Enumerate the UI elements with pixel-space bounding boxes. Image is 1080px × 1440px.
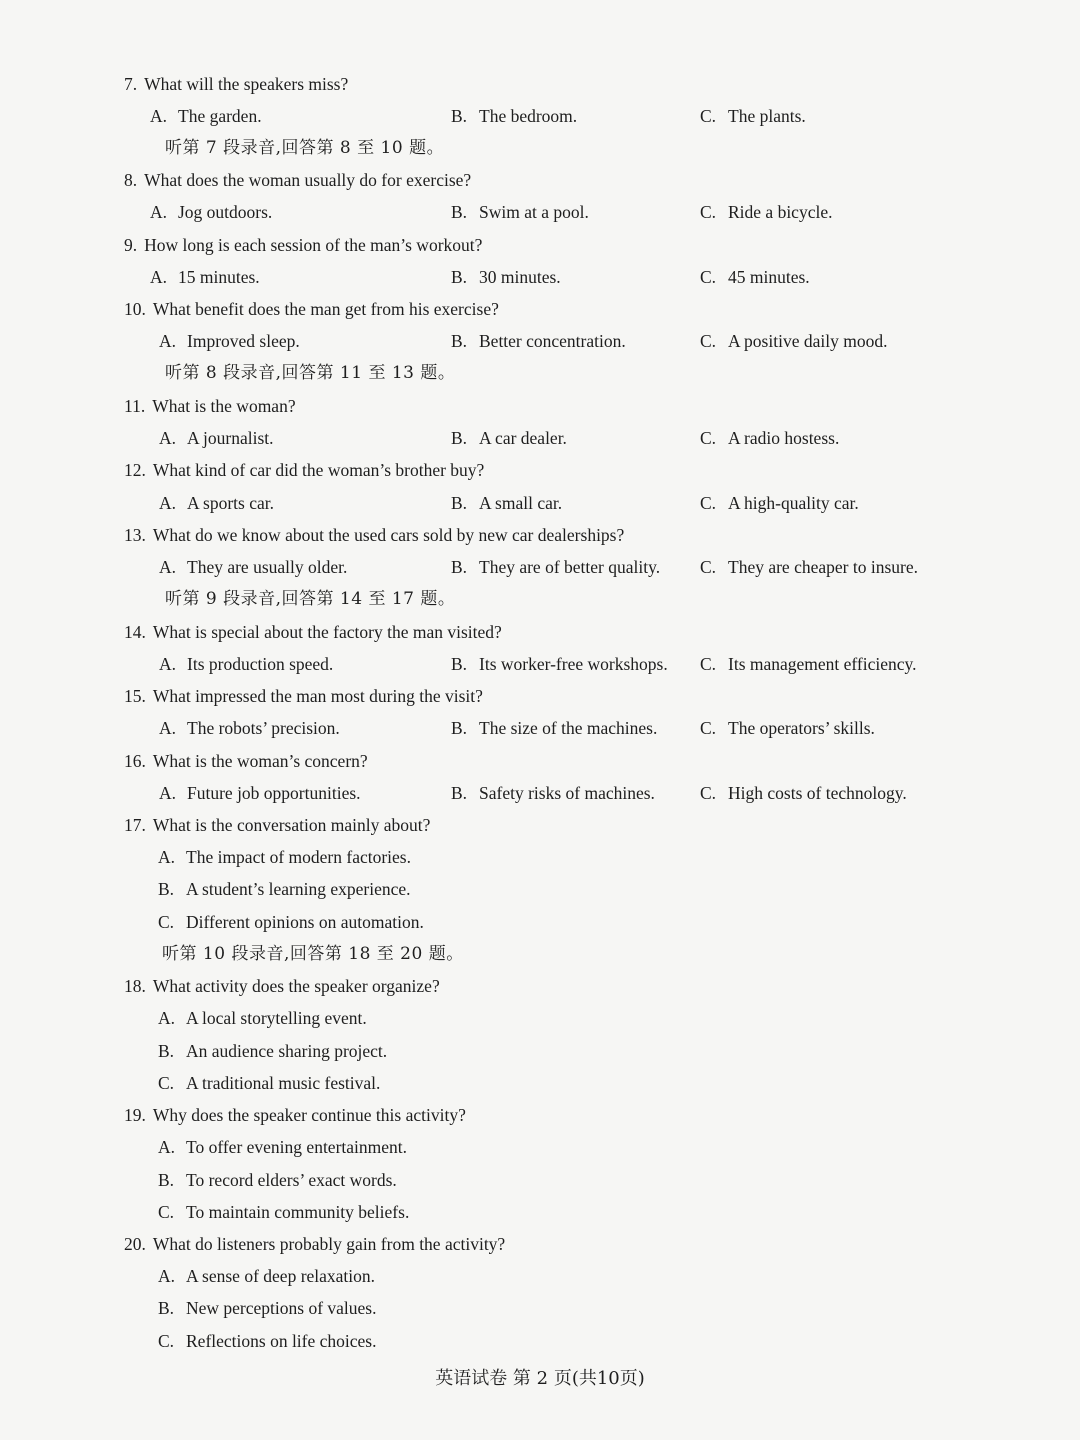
question-text: What is the woman? <box>152 396 296 416</box>
options-15 <box>0 712 1080 744</box>
options-16 <box>0 777 1080 809</box>
question-18 <box>0 970 1080 1002</box>
section-instruction-7: 听第 7 段录音,回答第 8 至 10 题。 <box>165 138 445 158</box>
option-20-a: A. A sense of deep relaxation. <box>158 1266 376 1286</box>
options-8 <box>0 196 1080 228</box>
question-text: What do listeners probably gain from the activity? <box>152 1234 506 1254</box>
option-c: C. The operators’ skills. <box>700 718 875 738</box>
question-number: 16. <box>124 751 146 771</box>
options-11 <box>0 422 1080 454</box>
option-c: C. A positive daily mood. <box>700 331 888 351</box>
option-c: C. 45 minutes. <box>700 267 810 287</box>
option-a: A. Jog outdoors. <box>150 202 273 222</box>
option-b: B. The bedroom. <box>451 106 578 126</box>
option-b: B. Better concentration. <box>451 331 626 351</box>
question-text: What do we know about the used cars sold by new car dealerships? <box>152 525 625 545</box>
question-16 <box>0 745 1080 777</box>
option-c: C. A high-quality car. <box>700 493 859 513</box>
question-number: 12. <box>124 460 146 480</box>
section-instruction-8: 听第 8 段录音,回答第 11 至 13 题。 <box>165 363 456 383</box>
options-13 <box>0 551 1080 583</box>
question-9 <box>0 229 1080 261</box>
option-b: B. Swim at a pool. <box>451 202 589 222</box>
option-b: B. They are of better quality. <box>451 557 661 577</box>
option-b: B. A car dealer. <box>451 428 567 448</box>
option-19-b: B. To record elders’ exact words. <box>158 1170 397 1190</box>
option-17-b: B. A student’s learning experience. <box>158 879 411 899</box>
options-9 <box>0 261 1080 293</box>
question-text: What activity does the speaker organize? <box>152 976 440 996</box>
option-a: A. The robots’ precision. <box>159 718 340 738</box>
option-a: A. Improved sleep. <box>159 331 300 351</box>
option-b: B. Safety risks of machines. <box>451 783 655 803</box>
question-text: What will the speakers miss? <box>144 74 349 94</box>
section-instruction-9: 听第 9 段录音,回答第 14 至 17 题。 <box>165 589 456 609</box>
question-number: 19. <box>124 1105 146 1125</box>
question-number: 13. <box>124 525 146 545</box>
option-c: C. The plants. <box>700 106 806 126</box>
question-number: 20. <box>124 1234 146 1254</box>
options-14 <box>0 648 1080 680</box>
option-b: B. The size of the machines. <box>451 718 658 738</box>
option-c: C. A radio hostess. <box>700 428 840 448</box>
question-number: 15. <box>124 686 146 706</box>
option-a: A. A sports car. <box>159 493 275 513</box>
question-text: What does the woman usually do for exercise? <box>144 170 472 190</box>
question-15 <box>0 680 1080 712</box>
question-13 <box>0 519 1080 551</box>
question-14 <box>0 616 1080 648</box>
question-text: How long is each session of the man’s workout? <box>144 235 483 255</box>
option-b: B. A small car. <box>451 493 563 513</box>
question-text: What benefit does the man get from his exercise? <box>152 299 499 319</box>
option-a: A. A journalist. <box>159 428 274 448</box>
question-number: 10. <box>124 299 146 319</box>
question-8 <box>0 164 1080 196</box>
question-number: 7. <box>124 74 138 94</box>
question-10 <box>0 293 1080 325</box>
question-7 <box>0 68 1080 100</box>
page-footer: 英语试卷 第 2 页(共10页) <box>435 1368 645 1389</box>
option-18-a: A. A local storytelling event. <box>158 1008 367 1028</box>
option-b: B. 30 minutes. <box>451 267 561 287</box>
question-number: 17. <box>124 815 146 835</box>
question-number: 14. <box>124 622 146 642</box>
question-text: What kind of car did the woman’s brother buy? <box>152 460 485 480</box>
option-19-c: C. To maintain community beliefs. <box>158 1202 410 1222</box>
question-text: What is the conversation mainly about? <box>152 815 431 835</box>
question-text: What is the woman’s concern? <box>152 751 368 771</box>
question-number: 11. <box>124 396 146 416</box>
question-19 <box>0 1099 1080 1131</box>
question-text: What impressed the man most during the visit? <box>152 686 483 706</box>
question-20 <box>0 1228 1080 1260</box>
question-text: What is special about the factory the man visited? <box>152 622 502 642</box>
option-a: A. Its production speed. <box>159 654 334 674</box>
option-a: A. 15 minutes. <box>150 267 260 287</box>
question-text: Why does the speaker continue this activity? <box>152 1105 466 1125</box>
option-b: B. Its worker-free workshops. <box>451 654 668 674</box>
option-18-b: B. An audience sharing project. <box>158 1041 388 1061</box>
option-20-b: B. New perceptions of values. <box>158 1298 377 1318</box>
question-12 <box>0 454 1080 486</box>
options-10 <box>0 325 1080 357</box>
option-20-c: C. Reflections on life choices. <box>158 1331 377 1351</box>
question-number: 18. <box>124 976 146 996</box>
option-17-a: A. The impact of modern factories. <box>158 847 411 867</box>
question-11 <box>0 390 1080 422</box>
options-12 <box>0 487 1080 519</box>
option-a: A. They are usually older. <box>159 557 348 577</box>
option-c: C. They are cheaper to insure. <box>700 557 918 577</box>
option-c: C. Its management efficiency. <box>700 654 917 674</box>
section-instruction-10: 听第 10 段录音,回答第 18 至 20 题。 <box>162 944 464 964</box>
question-number: 9. <box>124 235 138 255</box>
option-17-c: C. Different opinions on automation. <box>158 912 424 932</box>
option-a: A. Future job opportunities. <box>159 783 361 803</box>
option-19-a: A. To offer evening entertainment. <box>158 1137 408 1157</box>
question-17 <box>0 809 1080 841</box>
option-c: C. Ride a bicycle. <box>700 202 833 222</box>
question-number: 8. <box>124 170 138 190</box>
option-a: A. The garden. <box>150 106 262 126</box>
options-7 <box>0 100 1080 132</box>
option-18-c: C. A traditional music festival. <box>158 1073 381 1093</box>
option-c: C. High costs of technology. <box>700 783 907 803</box>
